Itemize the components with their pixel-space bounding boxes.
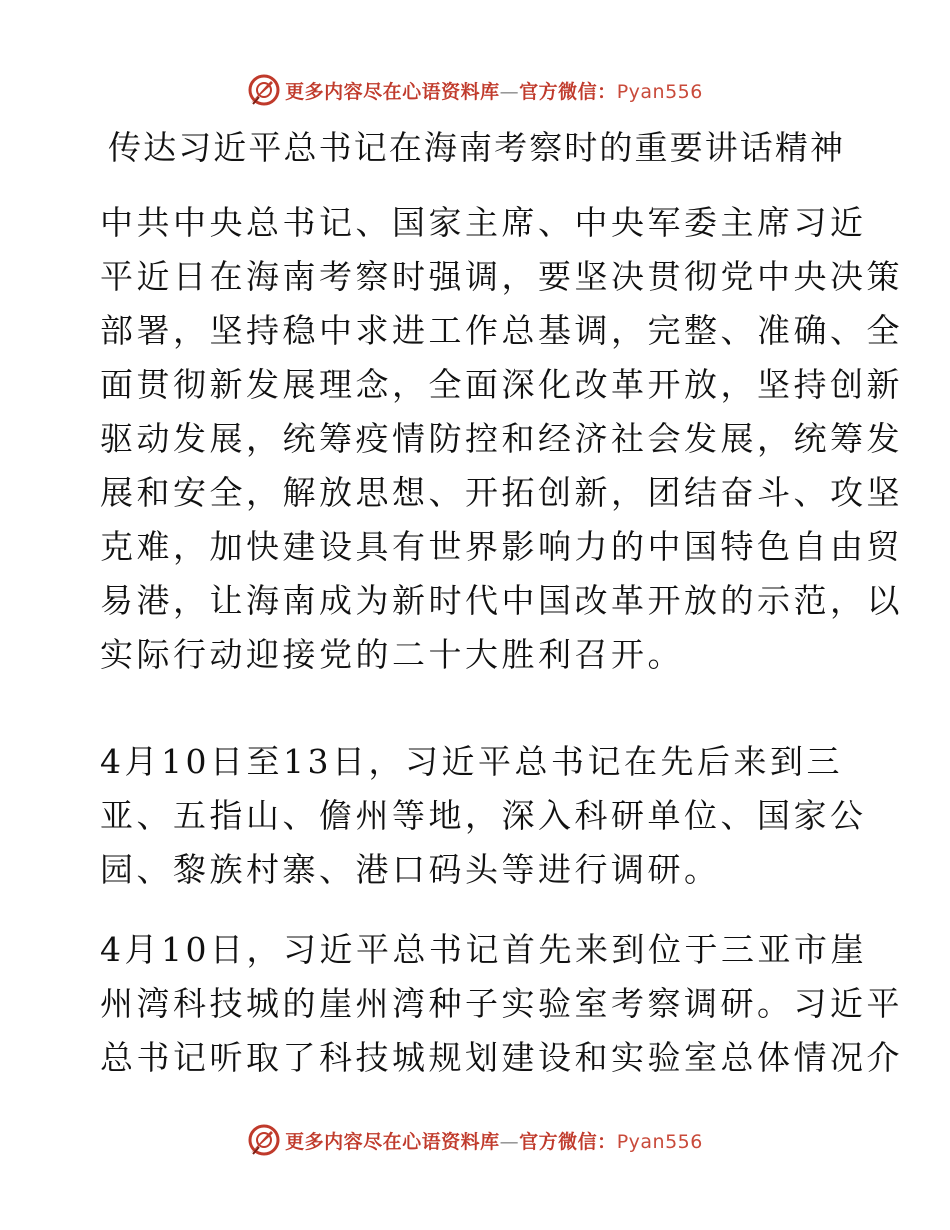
- paragraph-line: 驱动发展，统筹疫情防控和经济社会发展，统筹发: [100, 419, 903, 458]
- banner-wechat-label: 官方微信：: [519, 80, 617, 103]
- paragraph-1: [100, 196, 903, 682]
- banner-main-text: 更多内容尽在心语资料库: [285, 1130, 500, 1153]
- quill-logo-icon: [247, 1123, 281, 1157]
- paragraph-line: 部署，坚持稳中求进工作总基调，完整、准确、全: [100, 311, 903, 350]
- paragraph-line: 实际行动迎接党的二十大胜利召开。: [100, 635, 684, 674]
- paragraph-line: 4月10日，习近平总书记首先来到位于三亚市崖: [100, 930, 867, 969]
- banner-wechat-label: 官方微信：: [519, 1130, 617, 1153]
- header-watermark-banner: [0, 70, 950, 110]
- paragraph-line: 总书记听取了科技城规划建设和实验室总体情况介: [100, 1038, 903, 1077]
- banner-separator: —: [499, 80, 520, 103]
- paragraph-line: 面贯彻新发展理念，全面深化改革开放，坚持创新: [100, 365, 903, 404]
- paragraph-line: 4月10日至13日，习近平总书记在先后来到三: [100, 742, 843, 781]
- footer-watermark-banner: [0, 1120, 950, 1160]
- paragraph-line: 展和安全，解放思想、开拓创新，团结奋斗、攻坚: [100, 473, 903, 512]
- paragraph-line: 亚、五指山、儋州等地，深入科研单位、国家公: [100, 796, 867, 835]
- paragraph-line: 园、黎族村寨、港口码头等进行调研。: [100, 850, 721, 889]
- paragraph-line: 中共中央总书记、国家主席、中央军委主席习近: [100, 203, 867, 242]
- paragraph-line: 克难，加快建设具有世界影响力的中国特色自由贸: [100, 527, 903, 566]
- paragraph-2: [100, 735, 867, 897]
- paragraph-line: 易港，让海南成为新时代中国改革开放的示范，以: [100, 581, 903, 620]
- quill-logo-icon: [247, 73, 281, 107]
- paragraph-3: [100, 923, 903, 1085]
- banner-wechat-id: Pyan556: [616, 1130, 703, 1153]
- paragraph-line: 平近日在海南考察时强调，要坚决贯彻党中央决策: [100, 257, 903, 296]
- document-title: 传达习近平总书记在海南考察时的重要讲话精神: [108, 128, 846, 167]
- paragraph-line: 州湾科技城的崖州湾种子实验室考察调研。习近平: [100, 984, 903, 1023]
- banner-separator: —: [499, 1130, 520, 1153]
- banner-main-text: 更多内容尽在心语资料库: [285, 80, 500, 103]
- banner-wechat-id: Pyan556: [616, 80, 703, 103]
